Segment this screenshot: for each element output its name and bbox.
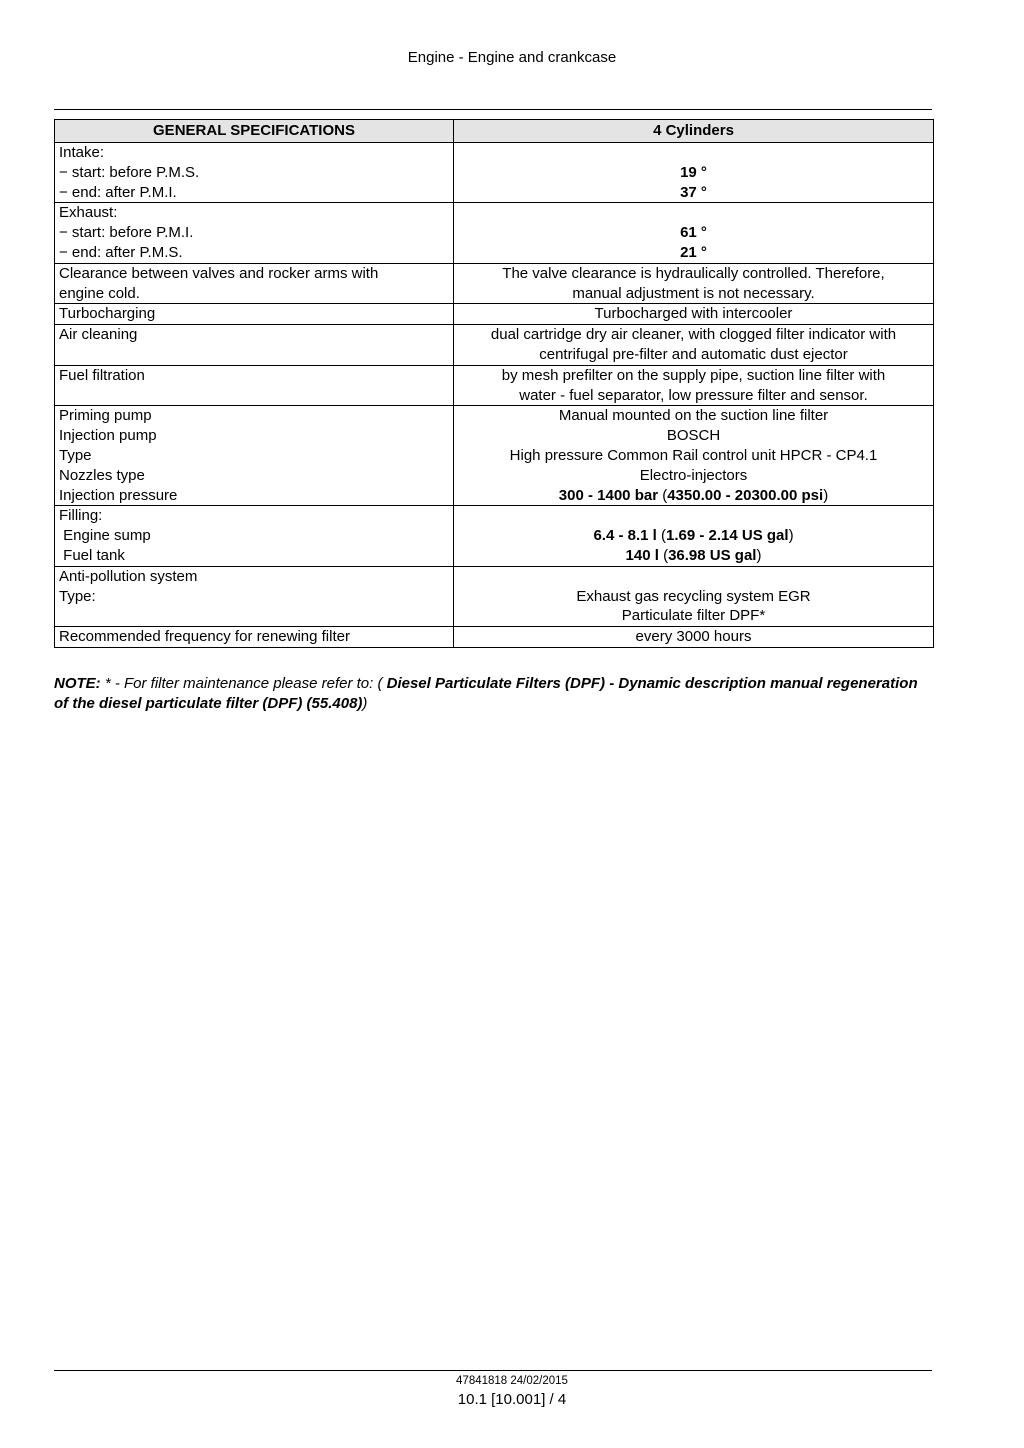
- engine-sump-imperial: 1.69 - 2.14 US gal: [665, 527, 789, 545]
- fuel-filtration-value-line1: by mesh prefilter on the supply pipe, suction line filter with: [501, 366, 886, 384]
- injection-type-value: High pressure Common Rail control unit HPCR - CP4.1: [509, 446, 878, 464]
- air-value-cell: [454, 325, 934, 366]
- injection-pressure-label: Injection pressure: [59, 486, 178, 504]
- air-value-line2: centrifugal pre-filter and automatic dust ejector: [539, 345, 848, 363]
- clearance-label-line1: Clearance between valves and rocker arms with: [59, 264, 379, 282]
- footer-page-number: 10.1 [10.001] / 4: [457, 1391, 567, 1408]
- table-row-intake: [55, 143, 934, 203]
- clearance-label-line2: engine cold.: [59, 284, 140, 302]
- filter-maintenance-note: [54, 674, 934, 713]
- nozzles-type-value: Electro-injectors: [639, 466, 748, 484]
- intake-end-value: 37 °: [680, 183, 707, 201]
- intake-value-cell: [454, 143, 934, 203]
- injection-value-cell: [454, 406, 934, 506]
- engine-sump-value: 6.4 - 8.1 l (1.69 - 2.14 US gal): [593, 527, 794, 545]
- intake-label-cell: [55, 143, 454, 203]
- note-prefix: NOTE:: [54, 675, 101, 692]
- anti-pollution-label-cell: [55, 566, 454, 626]
- note-text: * - For filter maintenance please refer to: (: [100, 675, 387, 692]
- exhaust-value-cell: [454, 203, 934, 263]
- table-row-filter-frequency: [55, 627, 934, 648]
- injection-pump-value: BOSCH: [666, 427, 721, 445]
- frequency-value: every 3000 hours: [454, 627, 934, 648]
- footer-rule: [54, 1370, 932, 1371]
- clearance-value-line2: manual adjustment is not necessary.: [572, 284, 815, 302]
- header-rule: [54, 109, 932, 110]
- table-row-exhaust: [55, 203, 934, 263]
- anti-pollution-title: Anti-pollution system: [59, 567, 198, 585]
- priming-pump-label: Priming pump: [59, 407, 152, 425]
- table-row-fuel-filtration: [55, 365, 934, 406]
- injection-pressure-value: 300 - 1400 bar (4350.00 - 20300.00 psi): [558, 486, 829, 504]
- note-suffix: ): [362, 694, 368, 712]
- table-header-row: [55, 120, 934, 143]
- injection-pressure-imperial: 4350.00 - 20300.00 psi: [667, 486, 824, 504]
- note-dpf-reference-link[interactable]: Diesel Particulate Filters (DPF) - Dynamic description manual regeneration of the diesel particulate filter (DPF) (55.408): [54, 675, 918, 712]
- general-specifications-table: [54, 119, 934, 648]
- fuel-tank-metric: 140 l: [625, 546, 659, 564]
- fuel-filtration-value-line2: water - fuel separator, low pressure filter and sensor.: [519, 386, 868, 404]
- filling-label-cell: [55, 506, 454, 566]
- anti-pollution-type-label: Type:: [59, 587, 96, 605]
- exhaust-label-cell: [55, 203, 454, 263]
- nozzles-type-label: Nozzles type: [59, 466, 145, 484]
- frequency-label: Recommended frequency for renewing filter: [55, 627, 454, 648]
- column-header-cylinders: 4 Cylinders: [454, 120, 934, 143]
- air-value-line1: dual cartridge dry air cleaner, with clogged filter indicator with: [490, 326, 897, 344]
- table-row-injection: [55, 406, 934, 506]
- exhaust-start-value: 61 °: [680, 224, 707, 242]
- engine-sump-metric: 6.4 - 8.1 l: [593, 527, 657, 545]
- anti-pollution-value-line1: Exhaust gas recycling system EGR: [576, 587, 811, 605]
- page-header-title: Engine - Engine and crankcase: [407, 49, 617, 66]
- table-row-anti-pollution: [55, 566, 934, 626]
- exhaust-title: Exhaust:: [59, 204, 118, 222]
- fuel-tank-value: 140 l (36.98 US gal): [625, 546, 762, 564]
- filling-value-cell: [454, 506, 934, 566]
- exhaust-end-label: − end: after P.M.S.: [59, 243, 183, 261]
- intake-start-label: − start: before P.M.S.: [59, 163, 200, 181]
- column-header-specifications: GENERAL SPECIFICATIONS: [55, 120, 454, 143]
- intake-title: Intake:: [59, 144, 105, 161]
- priming-pump-value: Manual mounted on the suction line filter: [558, 407, 829, 425]
- injection-pump-label: Injection pump: [59, 427, 157, 445]
- turbo-value: Turbocharged with intercooler: [454, 304, 934, 325]
- table-row-air-cleaning: [55, 325, 934, 366]
- table-row-filling: [55, 506, 934, 566]
- fuel-filtration-label: Fuel filtration: [55, 365, 454, 406]
- table-row-turbocharging: [55, 304, 934, 325]
- anti-pollution-value-line2: Particulate filter DPF*: [621, 607, 766, 625]
- injection-pressure-metric: 300 - 1400 bar: [558, 486, 659, 504]
- footer-document-reference: 47841818 24/02/2015: [456, 1375, 568, 1387]
- intake-end-label: − end: after P.M.I.: [59, 183, 177, 201]
- anti-pollution-value-cell: [454, 566, 934, 626]
- engine-sump-label: Engine sump: [59, 527, 151, 545]
- exhaust-start-label: − start: before P.M.I.: [59, 224, 194, 242]
- clearance-value-cell: [454, 263, 934, 304]
- clearance-value-line1: The valve clearance is hydraulically controlled. Therefore,: [502, 264, 885, 282]
- intake-start-value: 19 °: [680, 163, 707, 181]
- filling-title: Filling:: [59, 507, 103, 525]
- fuel-tank-imperial: 36.98 US gal: [668, 546, 757, 564]
- turbo-label: Turbocharging: [55, 304, 454, 325]
- fuel-filtration-value-cell: [454, 365, 934, 406]
- exhaust-end-value: 21 °: [680, 243, 707, 261]
- clearance-label-cell: [55, 263, 454, 304]
- injection-type-label: Type: [59, 446, 92, 464]
- table-row-valve-clearance: [55, 263, 934, 304]
- air-label: Air cleaning: [55, 325, 454, 366]
- fuel-tank-label: Fuel tank: [59, 546, 125, 564]
- injection-label-cell: [55, 406, 454, 506]
